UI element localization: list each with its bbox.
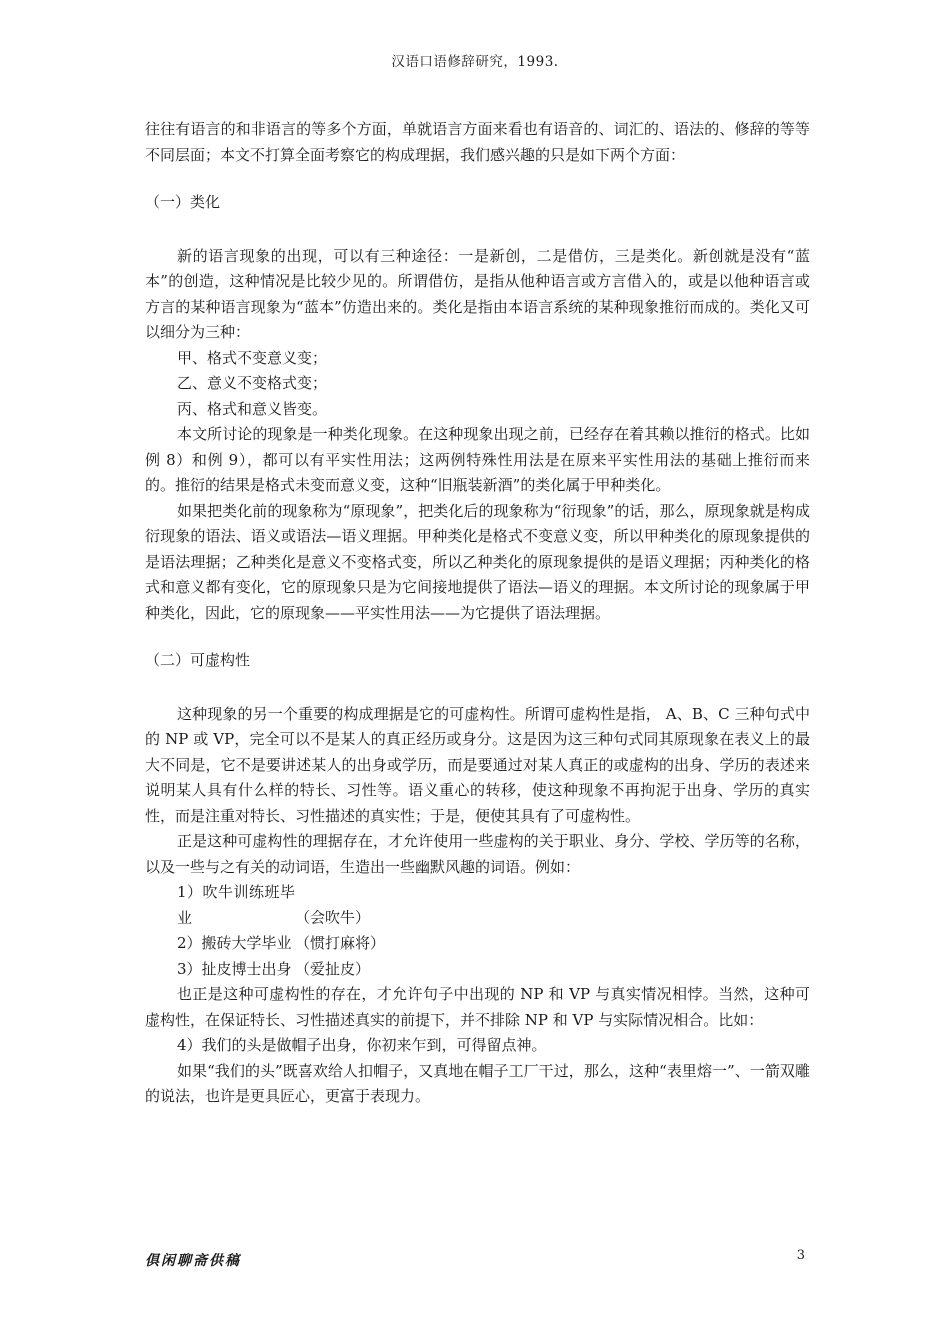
example-item [145, 957, 810, 983]
paragraph: 如果“我们的头”既喜欢给人扣帽子，又真地在帽子工厂干过，那么，这种“表里熔一”、一箭双雕的说法，也许是更具匠心，更富于表现力。 [145, 1061, 810, 1105]
paragraph: 本文所讨论的现象是一种类化现象。在这种现象出现之前，已经存在着其赖以推衍的格式。比如例 8）和例 9），都可以有平实性用法；这两例特殊性用法是在原来平实性用法的基础上推衍而来的。推衍的结果是格式未变而意义变，这种“旧瓶装新酒”的类化属于甲种类化。 [145, 425, 810, 494]
list-item: 丙、格式和意义皆变。 [177, 399, 328, 418]
paragraph: 这种现象的另一个重要的构成理据是它的可虚构性。所谓可虚构性是指， A、B、C 三种句式中的 NP 或 VP，完全可以不是某人的真正经历或身分。这是因为这三种句式同其原现象在表义上的最大不同是，它不是要讲述某人的出身或学历，而是要通过对某人真正的或虚构的出身、学历的表述来说明某人具有什么样的特长、习性等。语义重心的转移，使这种现象不再拘泥于出身、学历的真实性，而是注重对特长、习性描述的真实性；于是，便使其具有了可虚构性。 [145, 704, 810, 825]
example-item [145, 931, 810, 957]
list-item: 乙、意义不变格式变； [177, 374, 328, 392]
page-number: 3 [796, 1248, 805, 1263]
example-item: 4）我们的头是做帽子出身，你初来乍到，可得留点神。 [177, 1036, 547, 1054]
paragraph: 正是这种可虚构性的理据存在，才允许使用一些虚构的关于职业、身分、学校、学历等的名称，以及一些与之有关的动词语，生造出一些幽默风趣的词语。例如： [145, 832, 810, 876]
document-body [145, 117, 810, 1110]
example-gloss: （会吹牛） [295, 908, 371, 927]
example-gloss: （惯打麻将） [295, 934, 386, 952]
example-text: 2）搬砖大学毕业 [177, 934, 292, 952]
example-text: 3）扯皮博士出身 [177, 959, 292, 978]
list-item: 甲、格式不变意义变； [177, 348, 328, 367]
example-gloss: （爱扯皮） [295, 959, 371, 978]
footer-signature: 俱闲聊斋供稿 [145, 1253, 241, 1269]
paragraph: 新的语言现象的出现，可以有三种途径：一是新创，二是借仿，三是类化。新创就是没有“蓝本”的创造，这种情况是比较少见的。所谓借仿，是指从他种语言或方言借入的，或是以他种语言或方言的某种语言现象为“蓝本”仿造出来的。类化是指由本语言系统的某种现象推衍而成的。类化又可以细分为三种： [145, 246, 810, 341]
paragraph: 也正是这种可虚构性的存在，才允许句子中出现的 NP 和 VP 与真实情况相悖。当然，这种可虚构性，在保证特长、习性描述真实的前提下，并不排除 NP 和 VP 与实际情况相合。比如： [145, 985, 810, 1029]
example-text: 1）吹牛训练班毕业 [177, 883, 295, 927]
section-heading-2: （二）可虚构性 [145, 651, 251, 669]
section-heading-1: （一）类化 [145, 193, 221, 211]
paragraph: 如果把类化前的现象称为“原现象”，把类化后的现象称为“衍现象”的话，那么，原现象就是构成衍现象的语法、语义或语法—语义理据。甲种类化是格式不变意义变，所以甲种类化的原现象提供的是语法理据；乙种类化是意义不变格式变，所以乙种类化的原现象提供的是语义理据；丙种类化的格式和意义都有变化，它的原现象只是为它间接地提供了语法—语义的理据。本文所讨论的现象属于甲种类化，因此，它的原现象——平实性用法——为它提供了语法理据。 [145, 501, 810, 622]
running-header: 汉语口语修辞研究，1993. [391, 54, 559, 70]
example-item [145, 880, 810, 931]
paragraph: 往往有语言的和非语言的等多个方面，单就语言方面来看也有语音的、词汇的、语法的、修辞的等等不同层面；本文不打算全面考察它的构成理据，我们感兴趣的只是如下两个方面： [145, 120, 810, 164]
